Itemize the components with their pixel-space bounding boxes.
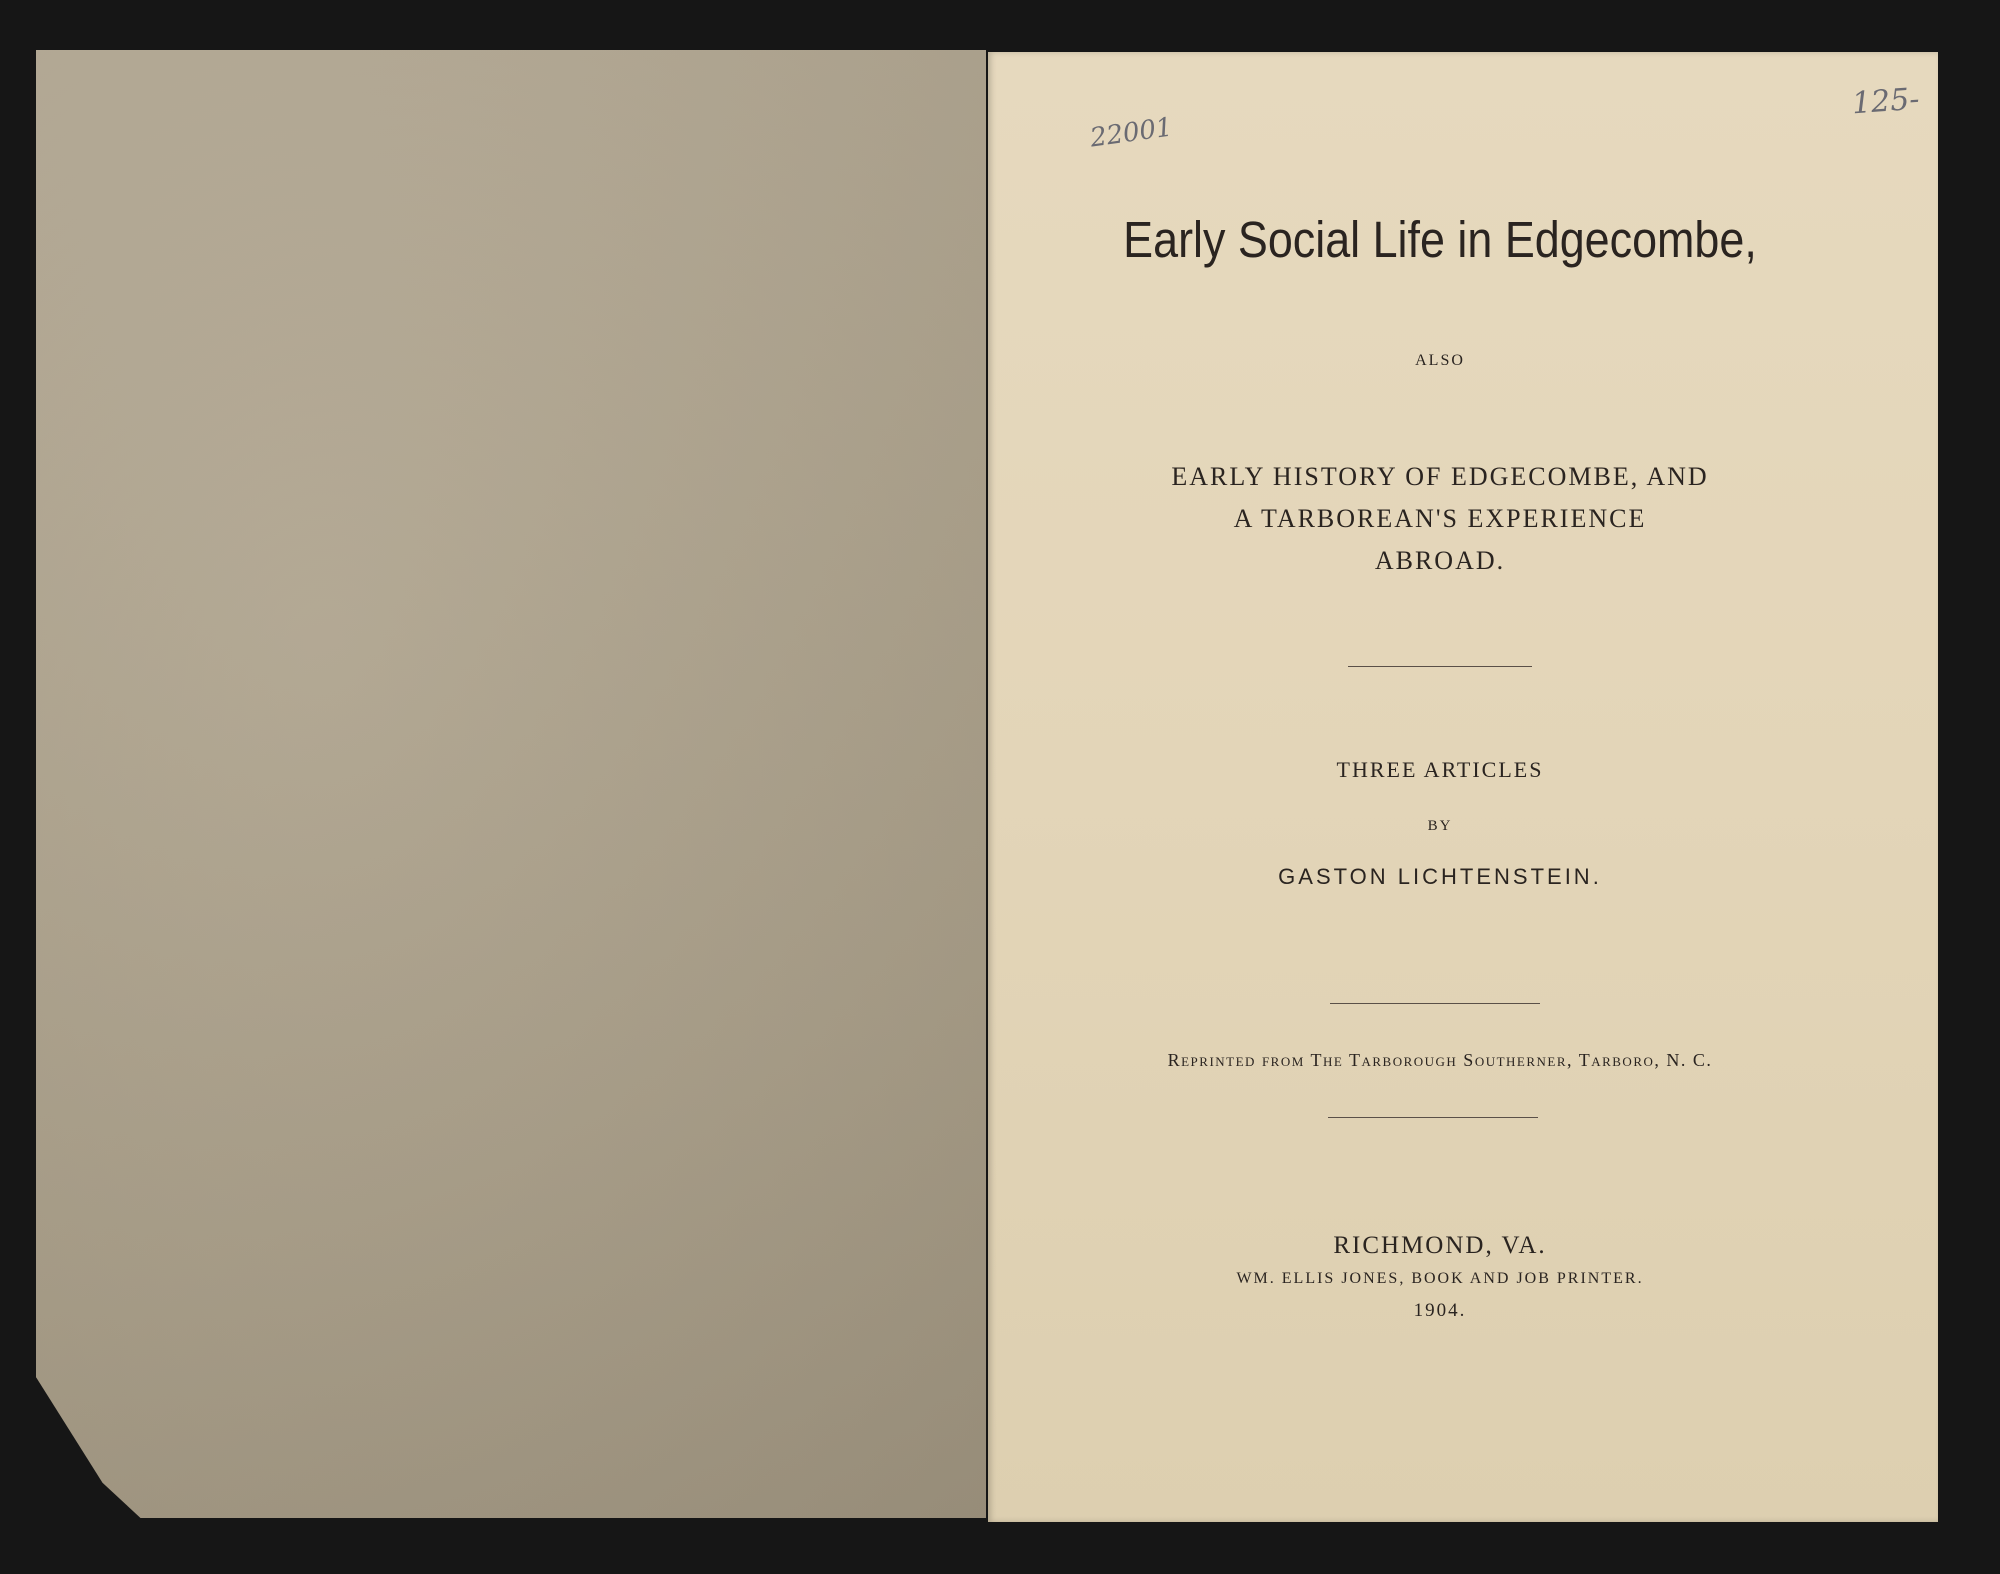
- divider-rule: [1348, 666, 1532, 667]
- reprint-note: Reprinted from The Tarborough Southerner, Tarboro, N. C.: [1167, 1050, 1713, 1070]
- imprint-printer: WM. ELLIS JONES, BOOK AND JOB PRINTER.: [1236, 1270, 1644, 1287]
- subtitle-line-2: A TARBOREAN'S EXPERIENCE: [1233, 504, 1647, 533]
- imprint-city: RICHMOND, VA.: [1333, 1232, 1547, 1259]
- subtitle-line-3: ABROAD.: [1374, 546, 1506, 575]
- author-name: GASTON LICHTENSTEIN.: [1278, 864, 1602, 889]
- handwritten-number-left: 22001: [1088, 112, 1175, 154]
- back-cover-page: [36, 50, 986, 1518]
- subtitle-line-1: EARLY HISTORY OF EDGECOMBE, AND: [1171, 462, 1709, 491]
- by-label: BY: [1427, 818, 1453, 834]
- divider-rule: [1328, 1117, 1538, 1118]
- imprint-year: 1904.: [1413, 1300, 1467, 1321]
- book-title: Early Social Life in Edgecombe,: [1123, 211, 1757, 268]
- subtitle: [1010, 456, 1870, 582]
- divider-rule: [1330, 1003, 1540, 1004]
- three-articles-label: THREE ARTICLES: [1336, 757, 1544, 782]
- also-label: ALSO: [1415, 352, 1465, 369]
- handwritten-number-right: 125-: [1850, 81, 1921, 122]
